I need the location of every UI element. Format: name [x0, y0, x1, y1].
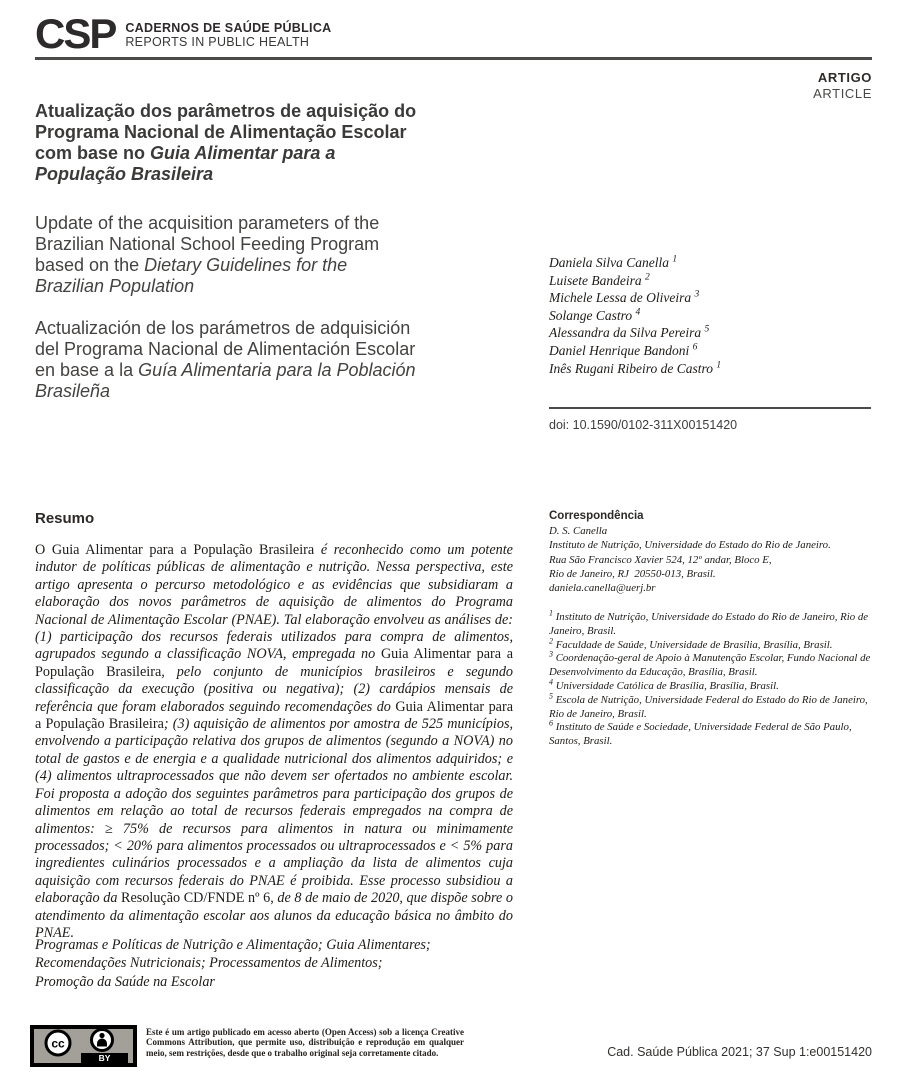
article-type-en: ARTICLE [813, 86, 872, 101]
text-line: D. S. Canella [549, 525, 608, 538]
abstract-heading: Resumo [35, 510, 95, 527]
text-line: Instituto de Nutrição, Universidade do Estado do Rio de Janeiro. [549, 539, 831, 552]
cc-icon [46, 1031, 70, 1055]
footer-citation: Cad. Saúde Pública 2021; 37 Sup 1:e00151420 [607, 1045, 872, 1059]
affiliation-list [549, 608, 883, 749]
author-row: Michele Lessa de Oliveira $^3$ [549, 289, 700, 306]
text-line: Rua São Francisco Xavier 524, 12º andar, Bloco E, [549, 553, 772, 566]
affiliation-row: $^2$ Faculdade de Saúde, Universidade de Brasília, Brasília, Brasil. [549, 636, 833, 651]
keywords [35, 936, 431, 991]
article-type-pt: ARTIGO [817, 70, 872, 85]
author-row: Solange Castro $^4$ [549, 307, 641, 323]
text-line: Programas e Políticas de Nutrição e Alimentação; Guia Alimentares; [35, 937, 431, 953]
affiliation-row: $^1$ Instituto de Nutrição, Universidade do Estado do Rio de Janeiro, Rio de Janeiro, Brasil. [549, 608, 869, 637]
journal-names [125, 15, 331, 49]
doi-rule [549, 407, 871, 409]
svg-text:cc: cc [51, 1036, 65, 1051]
title-english [35, 213, 560, 297]
title-line: Programa Nacional de Alimentação Escolar [35, 122, 407, 142]
author-list [549, 254, 721, 377]
correspondence-heading: Correspondência [549, 510, 644, 522]
article-type-label [813, 70, 872, 102]
cc-by-person-icon [92, 1030, 113, 1051]
correspondence-block [549, 509, 881, 595]
journal-name-en: REPORTS IN PUBLIC HEALTH [125, 35, 310, 49]
license-block [30, 1025, 464, 1067]
text-line: Rio de Janeiro, RJ 20550-013, Brasil. [549, 567, 716, 580]
title-line: com base no Guia Alimentar para a [35, 143, 336, 163]
cc-by-badge [30, 1025, 137, 1067]
license-text: Este é um artigo publicado em acesso aberto (Open Access) sob a licença Creative Commons Attribution, que permite uso, distribuição e reprodução em qualquer meio, sem restrições, desde que o trabalho original seja corretamente citado. [146, 1027, 464, 1058]
affiliation-row: $^6$ Instituto de Saúde e Sociedade, Universidade Federal de São Paulo, Santos, Brasil. [549, 718, 852, 748]
affiliation-row: $^4$ Universidade Católica de Brasília, Brasília, Brasil. [549, 677, 779, 692]
title-line: População Brasileira [35, 164, 214, 184]
title-portuguese [35, 101, 560, 185]
title-line: Brazilian National School Feeding Program [35, 234, 380, 254]
author-row: Inês Rugani Ribeiro de Castro $^1$ [549, 360, 722, 376]
title-line: Brasileña [35, 381, 111, 401]
text-line: Promoção da Saúde na Escolar [35, 973, 215, 990]
title-line: Brazilian Population [35, 276, 195, 296]
journal-logo [35, 10, 332, 57]
title-line: Update of the acquisition parameters of the [35, 213, 380, 233]
abstract-text: O Guia Alimentar para a População Brasileira é reconhecido como um potente indutor de políticas públicas de alimentação e nutrição. Nessa perspectiva, este artigo apresenta o percurso metodológico e as evidências que subsidiaram a elaboração dos novos parâmetros de aquisição de alimentos do Programa Nacional de Alimentação Escolar (PNAE). Tal elaboração envolveu as análises de: (1) participação dos recursos federais utilizados para compra de alimentos, agrupados segundo a classificação NOVA, empregada no Guia Alimentar para a População Brasileira, pelo conjunto de municípios brasileiros e segundo classificação da execução (positiva ou negativa); (2) cardápios mensais de referência que foram elaborados seguindo recomendações do Guia Alimentar para a População Brasileira; (3) aquisição de alimentos por amostra de 525 municípios, envolvendo a participação relativa dos grupos de alimentos (segundo a NOVA) no total de gastos e de energia e a qualidade nutricional dos alimentos adquiridos; e (4) alimentos ultraprocessados que não devem ser ofertados no ambiente escolar. Foi proposta a adoção dos seguintes parâmetros para participação dos grupos de alimentos em relação ao total de recursos federais empregados na compra de alimentos: ≥ 75% de recursos para alimentos in natura ou minimamente processados; < 20% para alimentos processados ou ultraprocessados e < 5% para ingredientes culinários processados e a ampliação da lista de alimentos cuja aquisição com recursos federais do PNAE é proibida. Esse processo subsidiou a elaboração da Resolução CD/FNDE nº 6, de 8 de maio de 2020, que dispõe sobre o atendimento da alimentação escolar aos alunos da educação básica no âmbito do PNAE. [35, 542, 514, 941]
title-line: Atualização dos parâmetros de aquisição do [35, 101, 417, 121]
text-line: daniela.canella@uerj.br [549, 582, 656, 595]
author-row: Daniela Silva Canella $^1$ [549, 254, 678, 270]
author-row: Daniel Henrique Bandoni $^6$ [549, 342, 698, 358]
title-line: Actualización de los parámetros de adquisición [35, 318, 411, 338]
journal-logo-acronym: CSP [35, 10, 116, 57]
title-spanish [35, 318, 560, 402]
affiliation-row: $^3$ Coordenação-geral de Apoio à Manutenção Escolar, Fundo Nacional de Desenvolvimento da Educação, Brasília, Brasil. [549, 649, 871, 679]
title-line: del Programa Nacional de Alimentación Escolar [35, 339, 416, 359]
title-line: en base a la Guía Alimentaria para la Población [35, 360, 416, 380]
correspondence-lines [549, 524, 881, 595]
author-row: Alessandra da Silva Pereira $^5$ [549, 324, 710, 341]
title-line: based on the Dietary Guidelines for the [35, 255, 348, 275]
journal-name-pt: CADERNOS DE SAÚDE PÚBLICA [125, 21, 332, 35]
author-row: Luisete Bandeira $^2$ [549, 272, 650, 288]
badge-by-label: BY [98, 1053, 111, 1063]
doi: doi: 10.1590/0102-311X00151420 [549, 418, 738, 432]
affiliation-row: $^5$ Escola de Nutrição, Universidade Federal do Estado do Rio de Janeiro, Rio de Janeiro, Brasil. [549, 691, 868, 720]
header-rule [35, 57, 872, 60]
text-line: Recomendações Nutricionais; Processamentos de Alimentos; [35, 955, 383, 972]
